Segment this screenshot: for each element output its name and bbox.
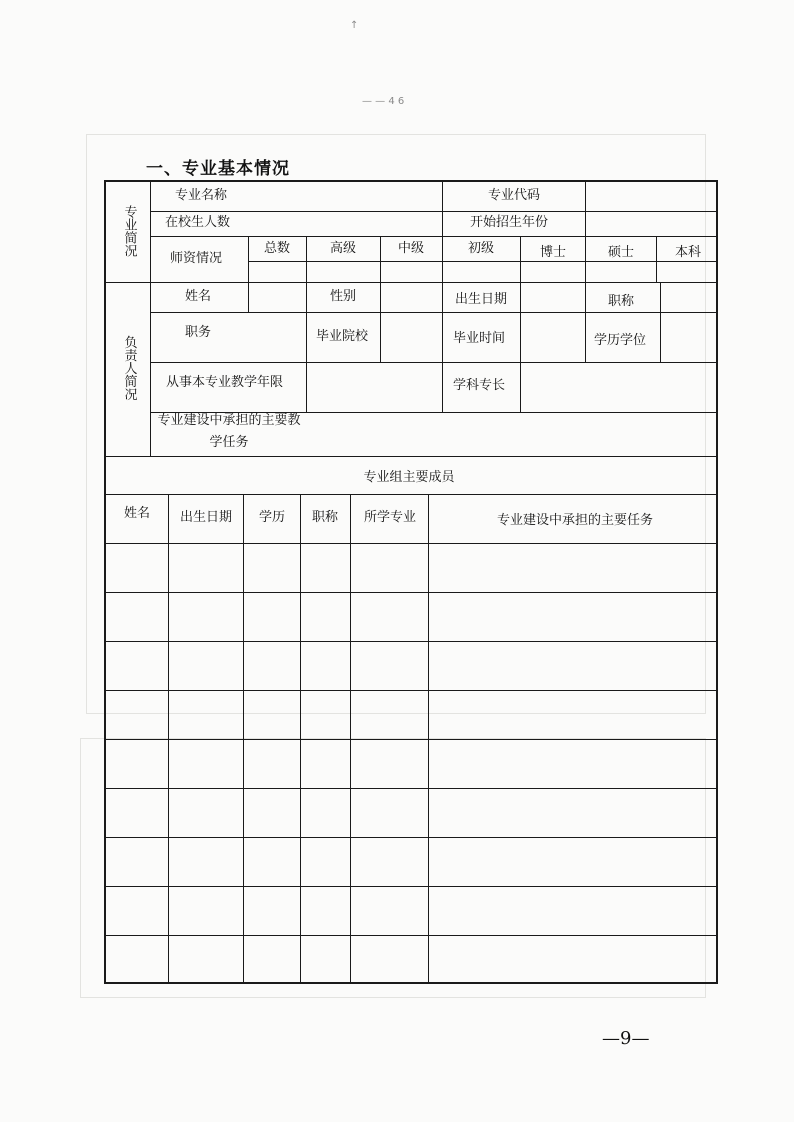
faint-header-mark: — — 4 6 [362,96,405,107]
faculty-header-junior: 初级 [467,241,495,256]
members-heading: 专业组主要成员 [363,470,455,485]
leader-school-label: 毕业院校 [316,329,369,344]
faculty-header-senior: 高级 [329,241,357,256]
rule [248,261,718,262]
rule [104,935,718,936]
start-year-label: 开始招生年份 [470,215,549,230]
rule [104,641,718,642]
faculty-header-total: 总数 [263,241,291,256]
leader-gender-label: 性别 [330,289,357,304]
profile-side-label: 专业简况 [121,205,137,257]
rule [442,180,443,412]
rule [104,739,718,740]
top-mark: ↑ [350,20,359,31]
leader-birth-date-label: 出生日期 [455,292,508,307]
rule [656,236,657,282]
rule [104,690,718,691]
rule [428,494,429,984]
rule [104,788,718,789]
rule [380,236,381,362]
member-header-major: 所学专业 [363,510,417,525]
section-title: 一、专业基本情况 [146,159,290,179]
faculty-label: 师资情况 [170,251,223,266]
leader-name-label: 姓名 [185,289,212,304]
leader-specialty-label: 学科专长 [453,378,506,393]
rule [150,312,718,313]
enrolled-students-label: 在校生人数 [165,215,231,230]
rule [104,592,718,593]
rule [104,543,718,544]
rule [104,494,718,495]
leader-main-task-label: 专业建设中承担的主要教学任务 [157,413,301,450]
member-header-main-task: 专业建设中承担的主要任务 [496,513,654,528]
rule [243,494,244,984]
leader-degree-label: 学历学位 [594,333,647,348]
leader-teaching-years-label: 从事本专业教学年限 [166,375,284,390]
member-header-education: 学历 [258,510,286,525]
rule [300,494,301,984]
leader-side-label: 负责人简况 [121,335,137,401]
rule [104,282,718,283]
rule [150,236,718,237]
rule [585,180,586,362]
rule [150,180,151,456]
rule [306,236,307,412]
rule [150,362,718,363]
member-header-title: 职称 [311,510,339,525]
rule [350,494,351,984]
faculty-header-bachelor: 本科 [674,245,702,260]
member-header-name: 姓名 [123,506,151,521]
rule [104,456,718,457]
leader-title-label: 职称 [608,294,635,309]
faculty-header-intermediate: 中级 [397,241,425,256]
rule [104,886,718,887]
leader-position-label: 职务 [185,325,212,340]
rule [168,494,169,984]
rule [104,837,718,838]
faculty-header-phd: 博士 [539,245,567,260]
faculty-header-master: 硕士 [607,245,635,260]
page-number: —9— [602,1028,650,1049]
major-name-label: 专业名称 [175,188,228,203]
leader-graduation-time-label: 毕业时间 [453,331,506,346]
rule [150,211,718,212]
rule [248,236,249,312]
rule [520,236,521,412]
major-code-label: 专业代码 [488,188,541,203]
member-header-birth-date: 出生日期 [179,510,233,525]
rule [660,282,661,362]
